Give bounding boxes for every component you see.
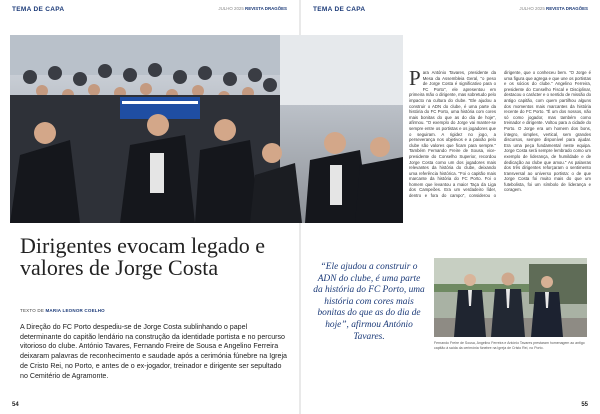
body-text bbox=[409, 66, 591, 199]
photo-caption: Fernando Freire de Sousa, Angelino Ferreira e António Tavares prestaram homenagem ao antigo capitão à saída da cerimónia fúnebre na Igreja de Cristo Rei, no Porto. bbox=[434, 341, 585, 350]
issue-date: JULHO 2025 bbox=[218, 6, 244, 11]
body-copy: ara António Tavares, presidente da Mesa da Assembleia Geral, "o peso de Jorge Costa é significativo para o FC Porto", ele apresentou em primeira mão o dirigente, mas sobretudo pelo impacto na cultura do clube. "Ele ajudou a construir o ADN do clube, é uma parte da história do FC Porto, uma história com cores mais bonitas do que as do dia de hoje", afirmou. "O exemplo do Jorge vai manter-se sempre entre os portistas e os jogadores que o seguiram. A rigidez no jogo, a perseverança nos objetivos e a paixão pelo clube são valores que ficam para sempre." Também Fernando Freire de Sousa, vice-presidente do Conselho Superior, recordou Jorge Costa como um dos jogadores mais relevantes da história do clube, deixando uma referência histórica. "Foi o capitão mais marcante da história do FC Porto. Foi o homem que levantou a maior Taça da Liga dos Campeões. Era um verdadeiro líder, dentro e fora do campo", considerou o dirigente, que o conheceu bem. "O Jorge é uma figura que agrega e que une os portistas e os sócios do clube." Angelino Ferreira, presidente do Conselho Fiscal e Disciplinar, destacou o carácter e o sentido de missão do antigo capitão, com quem partilhou alguns dos momentos mais marcantes da história recente do FC Porto. "É um dos nossos, não só como jogador, mas também como treinador e dirigente. Voltou para a cidade do Porto. O Jorge era um homem dos bons, íntegro, simples, vertical, sem grandes discursos, sempre disponível para ajudar. Era uma peça fundamental neste equipa. Jorge Costa será sempre lembrado como um exemplo de liderança, de humildade e de dedicação ao clube que amou." As palavras dos três dirigentes reforçaram o sentimento transversal ao universo portista: o de que Jorge Costa foi muito mais do que um futebolista, foi um símbolo de liderança e coragem. bbox=[409, 70, 591, 199]
article-headline: Dirigentes evocam legado e valores de Jorge Costa bbox=[20, 233, 265, 280]
magazine-name: REVISTA DRAGÕES bbox=[546, 6, 588, 11]
funeral-crowd-illustration bbox=[10, 35, 403, 223]
issue-label bbox=[519, 6, 588, 11]
lead-paragraph: A Direção do FC Porto despediu-se de Jorge Costa sublinhando o papel determinante do capitão lendário na construção da identidade portista e no percurso vitorioso do clube. António Tavares, Fernando Freire de Sousa e Angelino Ferreira deixaram palavras de reconhecimento e saudade após a cerimónia fúnebre na Igreja de Cristo Rei, no Porto, e antes de o ex-jogador, treinador e dirigente ser sepultado no Cemitério de Agramonte. bbox=[20, 323, 287, 380]
issue-label bbox=[218, 6, 287, 11]
section-label: TEMA DE CAPA bbox=[313, 6, 366, 13]
drop-cap: P bbox=[409, 66, 421, 90]
funeral-crowd-photo bbox=[10, 35, 403, 223]
directors-photo bbox=[434, 258, 587, 337]
byline-prefix: TEXTO DE bbox=[20, 308, 45, 313]
magazine-name: REVISTA DRAGÕES bbox=[245, 6, 287, 11]
pull-quote: “Ele ajudou a construir o ADN do clube, é uma parte da história do FC Porto, uma história com cores mais bonitas do que as do dia de hoje”, afirmou António Tavares. bbox=[313, 262, 425, 342]
page-number-right: 55 bbox=[581, 402, 588, 408]
byline-author: MARIA LEONOR COELHO bbox=[45, 308, 105, 313]
running-header-right bbox=[313, 5, 588, 21]
byline bbox=[20, 308, 105, 313]
article-body bbox=[409, 66, 591, 230]
directors-photo-illustration bbox=[434, 258, 587, 337]
running-header-left bbox=[12, 5, 287, 21]
section-label: TEMA DE CAPA bbox=[12, 6, 65, 13]
issue-date: JULHO 2025 bbox=[519, 6, 545, 11]
page-number-left: 54 bbox=[12, 402, 19, 408]
